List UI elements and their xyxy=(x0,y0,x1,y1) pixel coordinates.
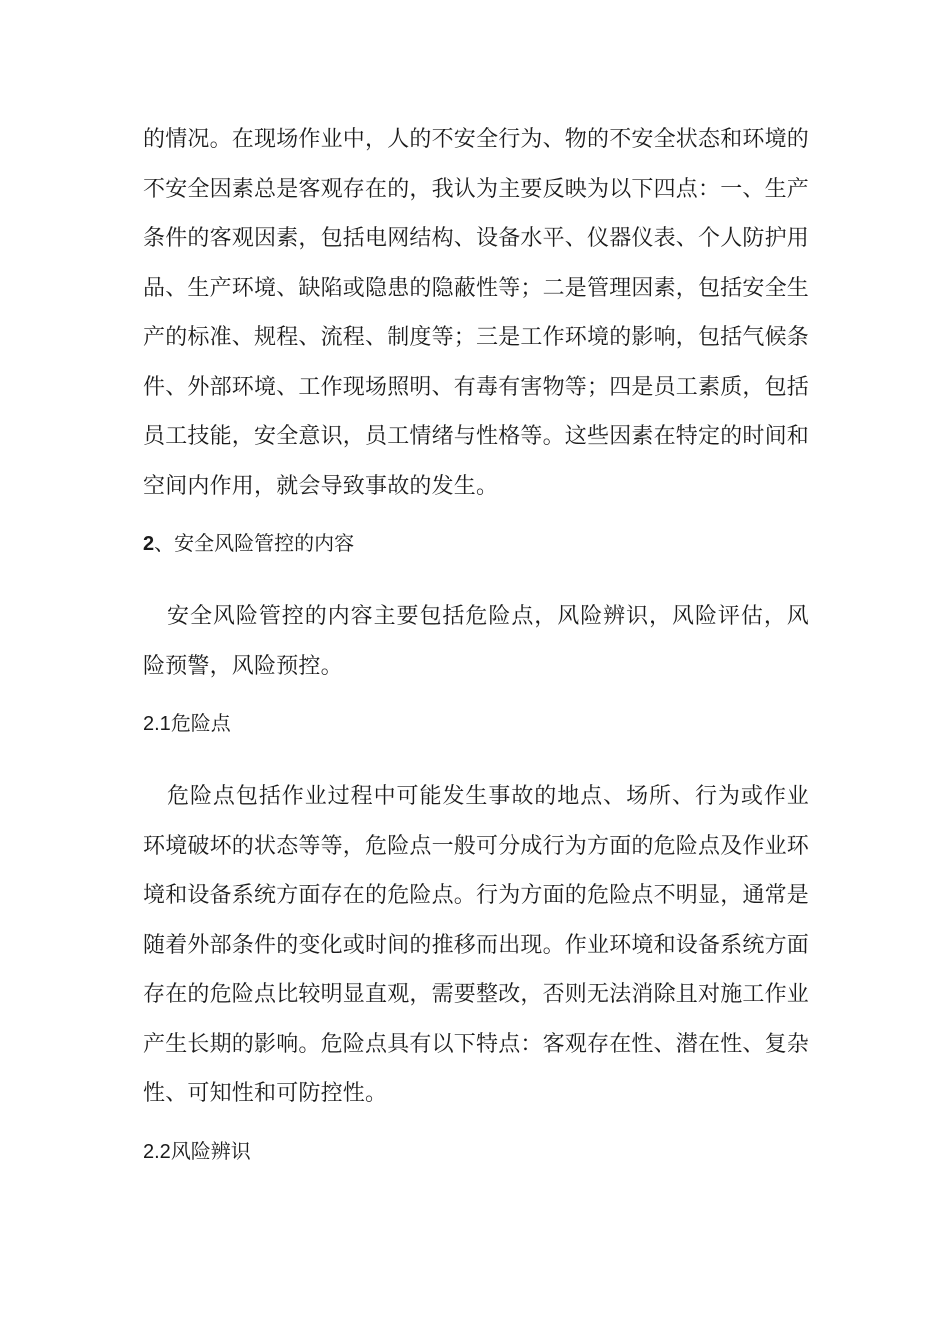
section-2-1-title: 危险点 xyxy=(170,711,231,735)
intro-paragraph: 的情况。在现场作业中，人的不安全行为、物的不安全状态和环境的不安全因素总是客观存在的，我认为主要反映为以下四点：一、生产条件的客观因素，包括电网结构、设备水平、仪器仪表、个人防护用品、生产环境、缺陷或隐患的隐蔽性等；二是管理因素，包括安全生产的标准、规程、流程、制度等；三是工作环境的影响，包括气候条件、外部环境、工作现场照明、有毒有害物等；四是员工素质，包括员工技能，安全意识，员工情绪与性格等。这些因素在特定的时间和空间内作用，就会导致事故的发生。 xyxy=(143,127,810,499)
section-2-2-number: 2.2 xyxy=(143,1140,171,1163)
section-2-1-paragraph: 危险点包括作业过程中可能发生事故的地点、场所、行为或作业环境破坏的状态等等，危险点一般可分成行为方面的危险点及作业环境和设备系统方面存在的危险点。行为方面的危险点不明显，通常是随着外部条件的变化或时间的推移而出现。作业环境和设备系统方面存在的危险点比较明显直观，需要整改，否则无法消除且对施工作业产生长期的影响。危险点具有以下特点：客观存在性、潜在性、复杂性、可知性和可防控性。 xyxy=(143,784,810,1106)
section-2-1-number: 2.1 xyxy=(143,713,171,735)
section-2-title: 、安全风险管控的内容 xyxy=(154,531,355,555)
section-2-2-heading xyxy=(143,1136,809,1167)
section-2-paragraph: 安全风险管控的内容主要包括危险点，风险辨识，风险评估，风险预警，风险预控。 xyxy=(143,604,809,679)
section-2-1-heading xyxy=(143,708,809,739)
document-body xyxy=(143,115,809,1167)
section-2-heading xyxy=(143,528,809,559)
section-2-2-title: 风险辨识 xyxy=(170,1138,251,1163)
section-2-number: 2 xyxy=(143,533,155,555)
